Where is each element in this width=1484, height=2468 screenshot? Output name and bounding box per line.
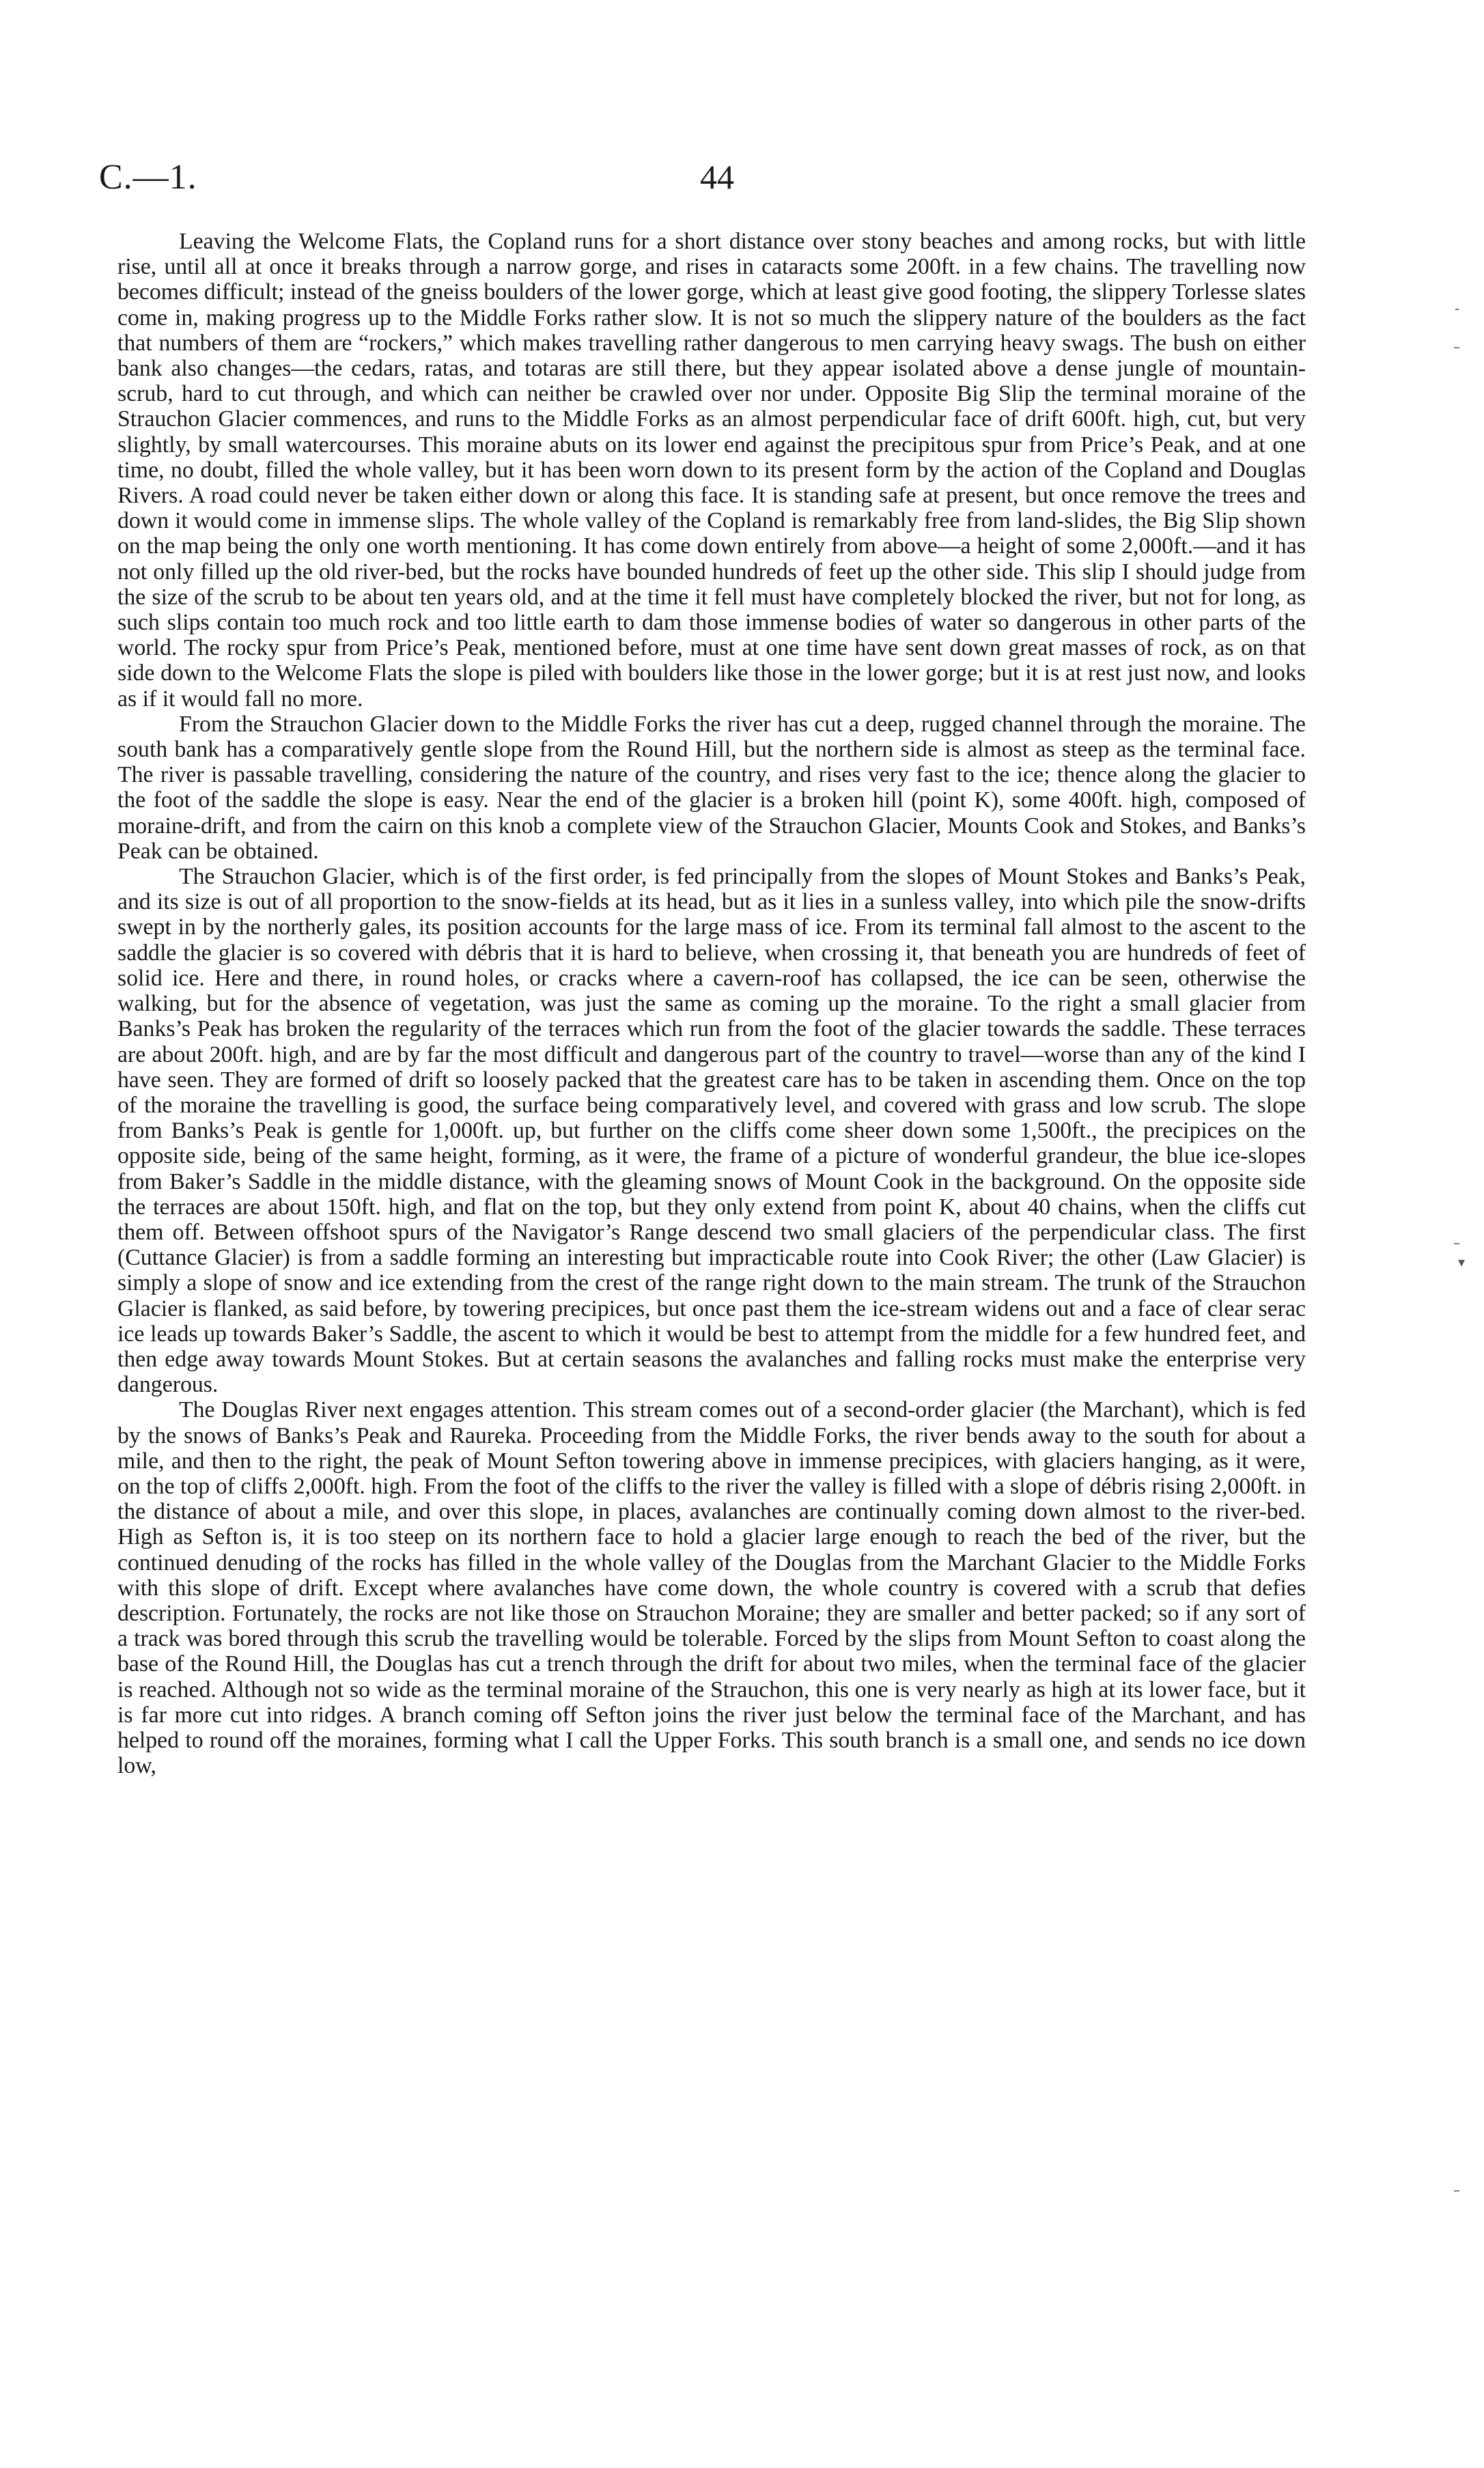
- page-header: [99, 157, 1361, 205]
- margin-tick-mark: –: [1453, 339, 1460, 355]
- paragraph-douglas-river: The Douglas River next engages attention. This stream comes out of a second-order glacier (the Marchant), which is fed by the snows of Banks’s Peak and Raureka. Proceeding from the Middle Forks, the river bends away to the south for about a mile, and then to the right, the peak of Mount Sefton towering above in immense precipices, with glaciers hanging, as it were, on the top of cliffs 2,000ft. high. From the foot of the cliffs to the river the valley is filled with a slope of débris rising 2,000ft. in the distance of about a mile, and over this slope, in places, avalanches are continually coming down almost to the river-bed. High as Sefton is, it is too steep on its northern face to hold a glacier large enough to reach the bed of the river, but the continued denuding of the rocks has filled in the whole valley of the Douglas from the Marchant Glacier to the Middle Forks with this slope of drift. Except where avalanches have come down, the whole country is covered with a scrub that defies description. Fortunately, the rocks are not like those on Strauchon Moraine; they are smaller and better packed; so if any sort of a track was bored through this scrub the travelling would be tolerable. Forced by the slips from Mount Sefton to coast along the base of the Round Hill, the Douglas has cut a trench through the drift for about two miles, when the terminal face of the glacier is reached. Although not so wide as the terminal moraine of the Strauchon, this one is very nearly as high at its lower face, but it is far more cut into ridges. A branch coming off Sefton joins the river just below the terminal face of the Marchant, and has helped to round off the moraines, forming what I call the Upper Forks. This south branch is a small one, and sends no ice down low,: [117, 1397, 1306, 1779]
- margin-tick-mark: –: [1453, 1235, 1460, 1251]
- paragraph-welcome-flats: Leaving the Welcome Flats, the Copland runs for a short distance over stony beaches and among rocks, but with little rise, until all at once it breaks through a narrow gorge, and rises in cataracts some 200ft. in a few chains. The travelling now becomes difficult; instead of the gneiss boulders of the lower gorge, which at least give good footing, the slippery Torlesse slates come in, making progress up to the Middle Forks rather slow. It is not so much the slippery nature of the boulders as the fact that numbers of them are “rockers,” which makes travelling rather dangerous to men carrying heavy swags. The bush on either bank also changes—the cedars, ratas, and totaras are still there, but they appear isolated above a dense jungle of mountain-scrub, hard to cut through, and which can neither be crawled over nor under. Opposite Big Slip the terminal moraine of the Strauchon Glacier commences, and runs to the Middle Forks as an almost perpendicular face of drift 600ft. high, cut, but very slightly, by small watercourses. This moraine abuts on its lower end against the precipitous spur from Price’s Peak, and at one time, no doubt, filled the whole valley, but it has been worn down to its present form by the action of the Copland and Douglas Rivers. A road could never be taken either down or along this face. It is standing safe at present, but once remove the trees and down it would come in immense slips. The whole valley of the Copland is remarkably free from land-slides, the Big Slip shown on the map being the only one worth mentioning. It has come down entirely from above—a height of some 2,000ft.—and it has not only filled up the old river-bed, but the rocks have bounded hundreds of feet up the other side. This slip I should judge from the size of the scrub to be about ten years old, and at the time it fell must have completely blocked the river, but not for long, as such slips contain too much rock and too little earth to dam those immense bodies of water so dangerous in other parts of the world. The rocky spur from Price’s Peak, mentioned before, must at one time have sent down great masses of rock, as on that side down to the Welcome Flats the slope is piled with boulders like those in the lower gorge; but it is at rest just now, and looks as if it would fall no more.: [117, 229, 1306, 712]
- paragraph-strauchon-to-forks: From the Strauchon Glacier down to the Middle Forks the river has cut a deep, rugged channel through the moraine. The south bank has a comparatively gentle slope from the Round Hill, but the northern side is almost as steep as the terminal face. The river is passable travelling, considering the nature of the country, and rises very fast to the ice; thence along the glacier to the foot of the saddle the slope is easy. Near the end of the glacier is a broken hill (point K), some 400ft. high, composed of moraine-drift, and from the cairn on this knob a complete view of the Strauchon Glacier, Mounts Cook and Stokes, and Banks’s Peak can be obtained.: [117, 711, 1306, 864]
- margin-tick-mark: –: [1453, 2182, 1460, 2198]
- margin-tick-mark: -: [1455, 300, 1460, 317]
- body-text: [117, 229, 1306, 1778]
- margin-tick-mark: ▾: [1458, 1254, 1466, 1270]
- page-number: 44: [700, 158, 734, 196]
- paragraph-strauchon-glacier: The Strauchon Glacier, which is of the first order, is fed principally from the slopes of Mount Stokes and Banks’s Peak, and its size is out of all proportion to the snow-fields at its head, but as it lies in a sunless valley, into which pile the snow-drifts swept in by the northerly gales, its position accounts for the large mass of ice. From its terminal fall almost to the ascent to the saddle the glacier is so covered with débris that it is hard to believe, when crossing it, that beneath you are hundreds of feet of solid ice. Here and there, in round holes, or cracks where a cavern-roof has collapsed, the ice can be seen, otherwise the walking, but for the absence of vegetation, was just the same as coming up the moraine. To the right a small glacier from Banks’s Peak has broken the regularity of the terraces which run from the foot of the glacier towards the saddle. These terraces are about 200ft. high, and are by far the most difficult and dangerous part of the country to travel—worse than any of the kind I have seen. They are formed of drift so loosely packed that the greatest care has to be taken in ascending them. Once on the top of the moraine the travelling is good, the surface being comparatively level, and covered with grass and low scrub. The slope from Banks’s Peak is gentle for 1,000ft. up, but further on the cliffs come sheer down some 1,500ft., the precipices on the opposite side, being of the same height, forming, as it were, the frame of a picture of wonderful grandeur, the blue ice-slopes from Baker’s Saddle in the middle distance, with the gleaming snows of Mount Cook in the background. On the opposite side the terraces are about 150ft. high, and flat on the top, but they only extend from point K, about 40 chains, when the cliffs cut them off. Between offshoot spurs of the Navigator’s Range descend two small glaciers of the perpendicular class. The first (Cuttance Glacier) is from a saddle forming an interesting but impracticable route into Cook River; the other (Law Glacier) is simply a slope of snow and ice extending from the crest of the range right down to the main stream. The trunk of the Strauchon Glacier is flanked, as said before, by towering precipices, but once past them the ice-stream widens out and a face of clear serac ice leads up towards Baker’s Saddle, the ascent to which it would be best to attempt from the middle for a few hundred feet, and then edge away towards Mount Stokes. But at certain seasons the avalanches and falling rocks must make the enterprise very dangerous.: [117, 864, 1306, 1398]
- document-reference: C.—1.: [99, 158, 197, 197]
